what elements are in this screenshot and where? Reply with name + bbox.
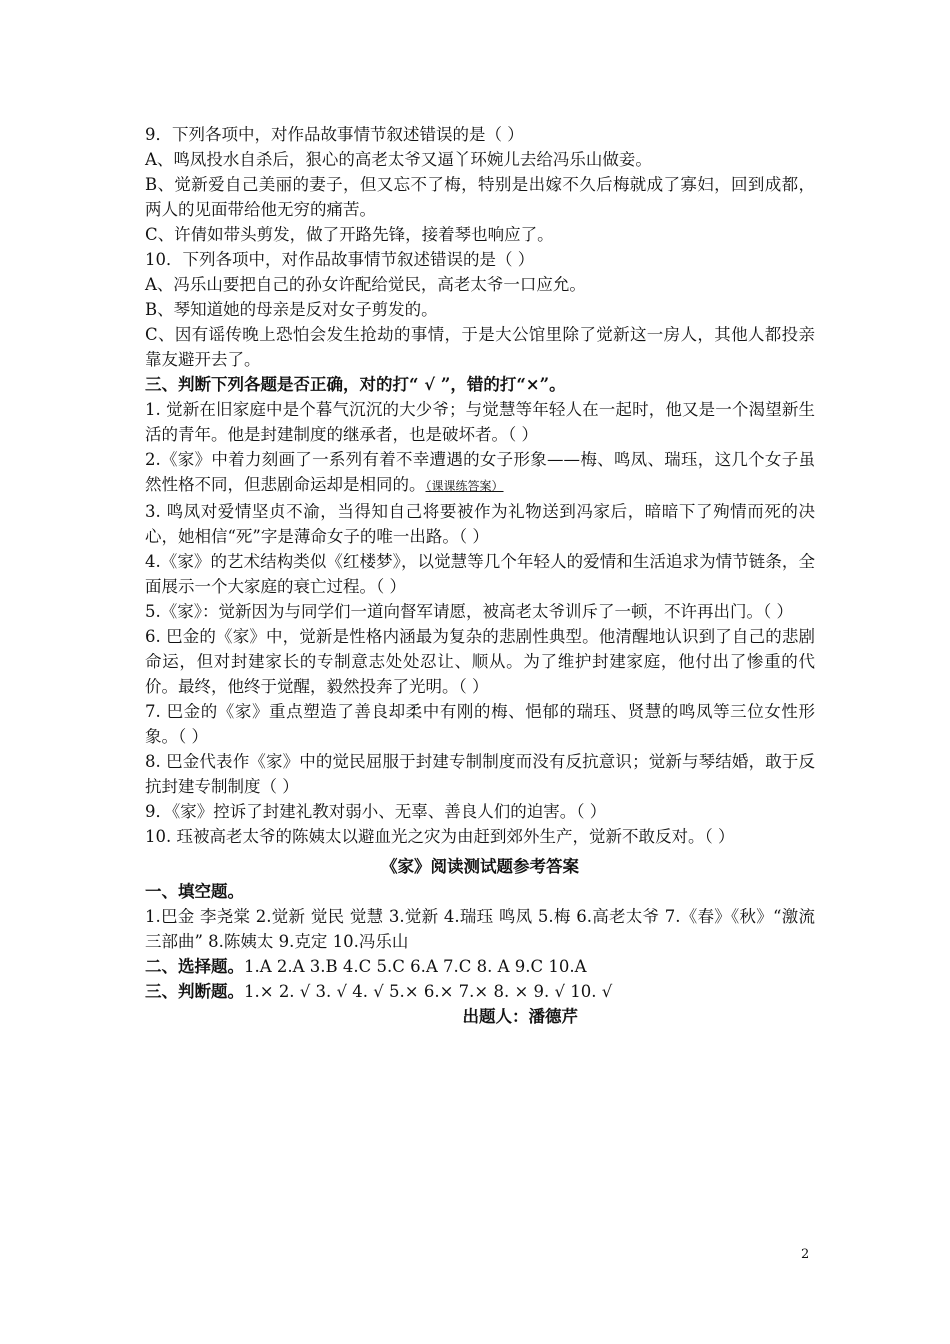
document-body (145, 122, 815, 1029)
judge-item-1: 1. 觉新在旧家庭中是个暮气沉沉的大少爷；与觉慧等年轻人在一起时，他又是一个渴望新生活的青年。他是封建制度的继承者，也是破坏者。（ ） (145, 400, 815, 444)
answers-choice-heading: 二、选择题。 (145, 957, 244, 976)
judge-item-3: 3. 鸣凤对爱情坚贞不渝，当得知自己将要被作为礼物送到冯家后，暗暗下了殉情而死的决心，她相信“死”字是薄命女子的唯一出路。（ ） (145, 502, 815, 546)
answers-judge-heading: 三、判断题。 (145, 982, 244, 1001)
section-3-heading: 三、判断下列各题是否正确，对的打“ √ ”，错的打“×”。 (145, 375, 566, 394)
judge-item-2-text: 2.《家》中着力刻画了一系列有着不幸遭遇的女子形象——梅、鸣凤、瑞珏，这几个女子虽然性格不同，但悲剧命运却是相同的。 (145, 450, 815, 494)
question-10-stem: 10．下列各项中，对作品故事情节叙述错误的是（ ） (145, 250, 535, 269)
judge-item-9: 9．《家》控诉了封建礼教对弱小、无辜、善良人们的迫害。（ ） (145, 802, 607, 821)
judge-item-8: 8. 巴金代表作《家》中的觉民屈服于封建专制制度而没有反抗意识；觉新与琴结婚，敢于反抗封建专制制度（ ） (145, 752, 815, 796)
judge-item-10: 10. 珏被高老太爷的陈姨太以避血光之灾为由赶到郊外生产，觉新不敢反对。（ ） (145, 827, 735, 846)
answers-judge-text: 1.× 2. √ 3. √ 4. √ 5.× 6.× 7.× 8. × 9. √ 10. √ (244, 982, 613, 1001)
question-9-option-c: C、许倩如带头剪发，做了开路先锋，接着琴也响应了。 (145, 225, 554, 244)
author-line: 出题人：潘德芹 (462, 1007, 578, 1026)
answers-title: 《家》阅读测试题参考答案 (381, 857, 579, 876)
page-number: 2 (801, 1247, 810, 1262)
answers-choice (145, 954, 815, 979)
answers-fill-heading: 一、填空题。 (145, 882, 244, 901)
question-10-option-c: C、因有谣传晚上恐怕会发生抢劫的事情，于是大公馆里除了觉新这一房人，其他人都投亲靠友避开去了。 (145, 325, 815, 369)
answers-choice-text: 1.A 2.A 3.B 4.C 5.C 6.A 7.C 8. A 9.C 10.A (244, 957, 587, 976)
question-10-option-b: B、琴知道她的母亲是反对女子剪发的。 (145, 300, 438, 319)
answers-fill-text: 1.巴金 李尧棠 2.觉新 觉民 觉慧 3.觉新 4.瑞珏 鸣凤 5.梅 6.高老太爷 7.《春》《秋》“激流三部曲” 8.陈姨太 9.克定 10.冯乐山 (145, 907, 815, 951)
judge-item-5: 5.《家》：觉新因为与同学们一道向督军请愿，被高老太爷训斥了一顿，不许再出门。（ ） (145, 602, 793, 621)
judge-item-6: 6. 巴金的《家》中，觉新是性格内涵最为复杂的悲剧性典型。他清醒地认识到了自己的悲剧命运，但对封建家长的专制意志处处忍让、顺从。为了维护封建家庭，他付出了惨重的代价。最终，他终于觉醒，毅然投奔了光明。（ ） (145, 627, 815, 696)
judge-item-2-note: （课课练答案） (425, 479, 504, 493)
question-10-option-a: A、冯乐山要把自己的孙女许配给觉民，高老太爷一口应允。 (145, 275, 586, 294)
judge-item-2 (145, 447, 815, 499)
question-9-stem: 9．下列各项中，对作品故事情节叙述错误的是（ ） (145, 125, 524, 144)
judge-item-7: 7. 巴金的《家》重点塑造了善良却柔中有刚的梅、悒郁的瑞珏、贤慧的鸣凤等三位女性形象。（ ） (145, 702, 815, 746)
question-9-option-a: A、鸣凤投水自杀后，狠心的高老太爷又逼丫环婉儿去给冯乐山做妾。 (145, 150, 652, 169)
question-9-option-b: B、觉新爱自己美丽的妻子，但又忘不了梅，特别是出嫁不久后梅就成了寡妇，回到成都，两人的见面带给他无穷的痛苦。 (145, 175, 815, 219)
judge-item-4: 4.《家》的艺术结构类似《红楼梦》，以觉慧等几个年轻人的爱情和生活追求为情节链条，全面展示一个大家庭的衰亡过程。（ ） (145, 552, 815, 596)
answers-judge (145, 979, 815, 1004)
